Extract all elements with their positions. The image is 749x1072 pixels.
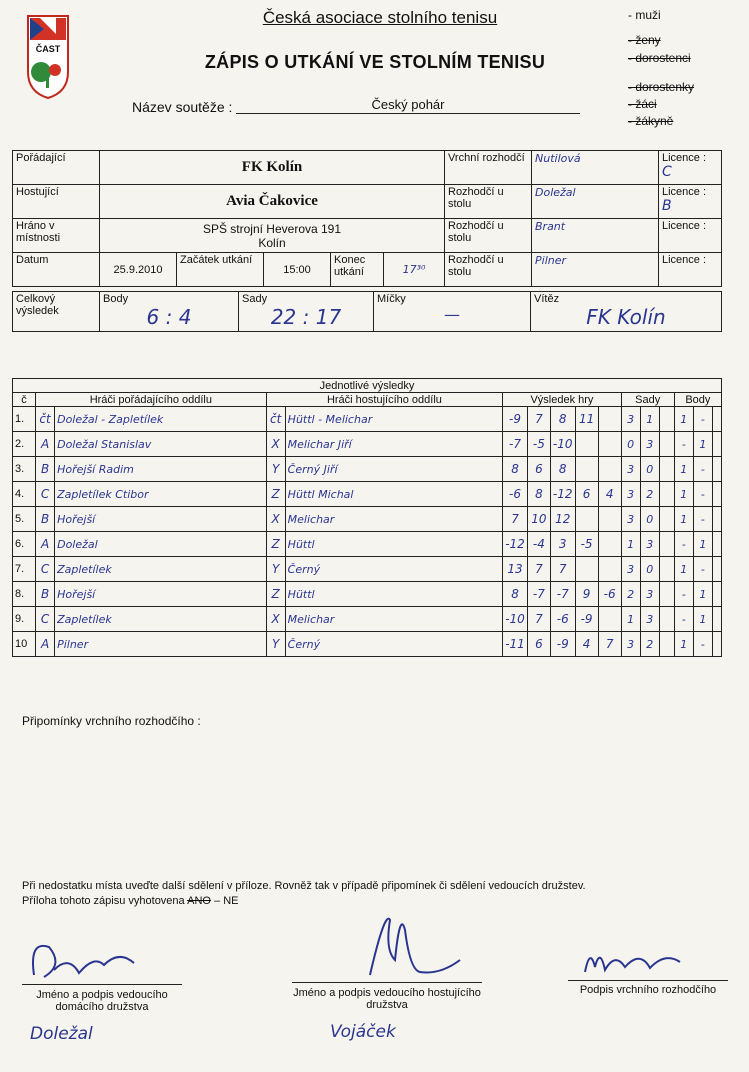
home-player-letter: C: [36, 482, 55, 507]
home-player: Hořejší Radim: [55, 457, 267, 482]
spacer-cell: [659, 482, 674, 507]
home-player-letter: B: [36, 582, 55, 607]
game-score: -6: [503, 482, 528, 507]
match-info-table: [12, 150, 722, 287]
svg-text:ČAST: ČAST: [35, 44, 61, 54]
guest-player-letter: X: [266, 607, 285, 632]
guest-player: Melichar Jiří: [285, 432, 503, 457]
home-player-letter: B: [36, 457, 55, 482]
sets-home: 3: [621, 557, 640, 582]
balls-label: Míčky: [377, 293, 406, 305]
home-player-letter: C: [36, 557, 55, 582]
place-label: Hráno v místnosti: [13, 219, 100, 253]
table-row: [13, 557, 722, 582]
license-label-3: Licence :: [659, 219, 722, 253]
guest-signature: [360, 900, 470, 980]
table-ref2-name: Brant: [532, 219, 659, 253]
sets-guest: 2: [640, 632, 659, 657]
points-home: 1: [674, 407, 693, 432]
start-label: Začátek utkání: [177, 253, 264, 287]
home-player: Hořejší: [55, 582, 267, 607]
match-number: 5.: [13, 507, 36, 532]
sets-guest: 3: [640, 582, 659, 607]
game-score: -7: [503, 432, 528, 457]
winner-label: Vítěz: [534, 293, 560, 305]
game-score: -9: [575, 607, 598, 632]
sets-guest: 0: [640, 457, 659, 482]
sets-home: 2: [621, 582, 640, 607]
guest-player: Hüttl: [285, 582, 503, 607]
date-label: Datum: [13, 253, 100, 287]
host-label: Hostující: [13, 185, 100, 219]
spacer-cell: [712, 457, 721, 482]
spacer-cell: [712, 482, 721, 507]
points-home: 1: [674, 507, 693, 532]
points-guest: 1: [693, 607, 712, 632]
spacer-cell: [659, 582, 674, 607]
spacer-cell: [659, 607, 674, 632]
home-leader-name: Doležal: [30, 1024, 93, 1044]
home-player-letter: A: [36, 432, 55, 457]
table-ref2-label: Rozhodčí u stolu: [445, 219, 532, 253]
game-score: 4: [598, 482, 621, 507]
home-player: Zapletílek: [55, 607, 267, 632]
game-score: 7: [550, 557, 575, 582]
points-guest: 1: [693, 582, 712, 607]
col-games: Výsledek hry: [503, 393, 621, 407]
game-score: 7: [503, 507, 528, 532]
game-score: 11: [575, 407, 598, 432]
game-score: -10: [503, 607, 528, 632]
sets-guest: 0: [640, 507, 659, 532]
referee-name: Nutilová: [532, 151, 659, 185]
association-name: Česká asociace stolního tenisu: [262, 8, 498, 27]
sets-home: 3: [621, 457, 640, 482]
sets-home: 3: [621, 632, 640, 657]
guest-signature-label: Jméno a podpis vedoucího hostujícího družstva: [293, 987, 481, 1011]
remarks-label: Připomínky vrchního rozhodčího :: [22, 714, 201, 728]
sets-home: 1: [621, 532, 640, 557]
guest-player: Hüttl: [285, 532, 503, 557]
home-player: Doležal: [55, 532, 267, 557]
sets-home: 0: [621, 432, 640, 457]
home-player: Doležal - Zapletílek: [55, 407, 267, 432]
end-time: 17³⁰: [384, 253, 445, 287]
guest-player-letter: Z: [266, 482, 285, 507]
match-number: 9.: [13, 607, 36, 632]
table-row: [13, 607, 722, 632]
guest-player-letter: čt: [266, 407, 285, 432]
game-score: 3: [550, 532, 575, 557]
guest-player-letter: Z: [266, 582, 285, 607]
game-score: -12: [550, 482, 575, 507]
home-player-letter: A: [36, 532, 55, 557]
match-number: 3.: [13, 457, 36, 482]
guest-player-letter: Y: [266, 632, 285, 657]
home-player-letter: čt: [36, 407, 55, 432]
match-number: 1.: [13, 407, 36, 432]
game-score: -9: [503, 407, 528, 432]
guest-player: Melichar: [285, 507, 503, 532]
totals-table: [12, 291, 722, 332]
game-score: 7: [527, 607, 550, 632]
spacer-cell: [712, 632, 721, 657]
spacer-cell: [712, 582, 721, 607]
game-score: 10: [527, 507, 550, 532]
match-number: 7.: [13, 557, 36, 582]
start-time: 15:00: [264, 253, 331, 287]
sets-guest: 3: [640, 532, 659, 557]
page-title: ZÁPIS O UTKÁNÍ VE STOLNÍM TENISU: [204, 52, 546, 72]
game-score: 13: [503, 557, 528, 582]
spacer-cell: [659, 457, 674, 482]
col-points: Body: [674, 393, 721, 407]
home-player: Zapletílek Ctibor: [55, 482, 267, 507]
points-guest: -: [693, 557, 712, 582]
sets-label: Sady: [242, 293, 268, 305]
game-score: 7: [527, 557, 550, 582]
spacer-cell: [659, 432, 674, 457]
category-junior-boys: - dorostenci: [628, 51, 691, 65]
guest-player-letter: Y: [266, 557, 285, 582]
referee-signature: [580, 942, 700, 982]
table-row: [13, 457, 722, 482]
home-player: Pilner: [55, 632, 267, 657]
end-label: Konec utkání: [331, 253, 384, 287]
table-row: [13, 407, 722, 432]
sets-guest: 2: [640, 482, 659, 507]
game-score: 6: [527, 457, 550, 482]
game-score: [598, 407, 621, 432]
game-score: 8: [550, 457, 575, 482]
organizer-name: FK Kolín: [100, 151, 445, 185]
col-sets: Sady: [621, 393, 674, 407]
category-men: - muži: [628, 8, 661, 22]
balls-value: —: [444, 305, 460, 324]
sets-guest: 1: [640, 407, 659, 432]
guest-player-letter: X: [266, 432, 285, 457]
category-pupils-girls: - žákyně: [628, 114, 674, 128]
total-label: Celkový výsledek: [13, 292, 100, 332]
col-guest: Hráči hostujícího oddílu: [266, 393, 503, 407]
guest-player: Melichar: [285, 607, 503, 632]
competition-line: [236, 113, 580, 114]
spacer-cell: [659, 532, 674, 557]
game-score: [598, 607, 621, 632]
match-number: 10: [13, 632, 36, 657]
spacer-cell: [712, 507, 721, 532]
table-row: [13, 582, 722, 607]
guest-player: Černý: [285, 632, 503, 657]
game-score: 4: [575, 632, 598, 657]
game-score: -12: [503, 532, 528, 557]
game-score: 9: [575, 582, 598, 607]
points-home: 1: [674, 457, 693, 482]
game-score: -4: [527, 532, 550, 557]
sets-home: 3: [621, 507, 640, 532]
referee-label: Vrchní rozhodčí: [445, 151, 532, 185]
home-player: Doležal Stanislav: [55, 432, 267, 457]
points-home: -: [674, 432, 693, 457]
guest-player: Černý Jiří: [285, 457, 503, 482]
points-label: Body: [103, 293, 129, 305]
table-row: [13, 632, 722, 657]
table-ref1-license: B: [662, 198, 672, 214]
license-label: Licence :: [662, 152, 707, 164]
game-score: 6: [575, 482, 598, 507]
match-number: 4.: [13, 482, 36, 507]
license-label-2: Licence :: [662, 186, 707, 198]
table-ref1-label: Rozhodčí u stolu: [445, 185, 532, 219]
table-ref1-name: Doležal: [532, 185, 659, 219]
footer-note-1: Při nedostatku místa uveďte další sdělení v příloze. Rovněž tak v případě připomínek či sdělení vedoucích družstev.: [22, 880, 586, 892]
competition-label: Název soutěže :: [132, 99, 233, 115]
spacer-cell: [712, 532, 721, 557]
match-number: 2.: [13, 432, 36, 457]
results-table: [12, 378, 722, 657]
game-score: [575, 507, 598, 532]
points-value: 6 : 4: [146, 305, 192, 329]
sets-guest: 3: [640, 432, 659, 457]
sets-value: 22 : 17: [270, 305, 342, 329]
col-no: č: [13, 393, 36, 407]
spacer-cell: [659, 632, 674, 657]
home-player-letter: A: [36, 632, 55, 657]
game-score: [598, 507, 621, 532]
referee-signature-label: Podpis vrchního rozhodčího: [579, 984, 717, 996]
guest-player: Hüttl Michal: [285, 482, 503, 507]
attachment-label: Příloha tohoto zápisu vyhotovena: [22, 895, 185, 907]
game-score: [575, 557, 598, 582]
sets-home: 1: [621, 607, 640, 632]
table-ref3-name: Pilner: [532, 253, 659, 287]
table-ref3-label: Rozhodčí u stolu: [445, 253, 532, 287]
points-guest: -: [693, 407, 712, 432]
footer-note-2: [22, 895, 239, 907]
spacer-cell: [712, 407, 721, 432]
place-line2: Kolín: [258, 235, 286, 250]
home-signature: [24, 935, 174, 985]
home-signature-label: Jméno a podpis vedoucího domácího družstva: [36, 989, 168, 1013]
game-score: 6: [527, 632, 550, 657]
spacer-cell: [712, 557, 721, 582]
col-home: Hráči pořádajícího oddílu: [36, 393, 267, 407]
game-score: [598, 432, 621, 457]
game-score: 7: [527, 407, 550, 432]
game-score: [575, 457, 598, 482]
guest-player-letter: Z: [266, 532, 285, 557]
match-date: 25.9.2010: [100, 253, 177, 287]
license-label-4: Licence :: [659, 253, 722, 287]
points-home: -: [674, 607, 693, 632]
points-home: -: [674, 582, 693, 607]
spacer-cell: [659, 507, 674, 532]
table-row: [13, 507, 722, 532]
sets-guest: 3: [640, 607, 659, 632]
points-guest: -: [693, 482, 712, 507]
sets-home: 3: [621, 407, 640, 432]
referee-signature-line: [568, 980, 728, 981]
points-guest: 1: [693, 532, 712, 557]
competition-value: Český pohár: [371, 97, 445, 112]
match-number: 8.: [13, 582, 36, 607]
table-row: [13, 482, 722, 507]
points-home: 1: [674, 632, 693, 657]
game-score: 8: [527, 482, 550, 507]
category-junior-girls: - dorostenky: [628, 80, 695, 94]
points-home: 1: [674, 557, 693, 582]
game-score: -5: [527, 432, 550, 457]
cast-logo: [26, 14, 70, 100]
game-score: -9: [550, 632, 575, 657]
spacer-cell: [712, 607, 721, 632]
guest-leader-name: Vojáček: [330, 1022, 396, 1042]
game-score: -6: [550, 607, 575, 632]
game-score: 8: [503, 457, 528, 482]
game-score: -10: [550, 432, 575, 457]
home-player: Zapletílek: [55, 557, 267, 582]
spacer-cell: [712, 432, 721, 457]
host-name: Avia Čakovice: [100, 185, 445, 219]
table-row: [13, 432, 722, 457]
home-player: Hořejší: [55, 507, 267, 532]
game-score: 8: [550, 407, 575, 432]
game-score: 8: [503, 582, 528, 607]
game-score: [575, 432, 598, 457]
place-line1: SPŠ strojní Heverova 191: [202, 221, 342, 236]
game-score: -5: [575, 532, 598, 557]
table-row: [13, 532, 722, 557]
game-score: 7: [598, 632, 621, 657]
points-guest: -: [693, 632, 712, 657]
category-pupils-boys: - žáci: [628, 97, 657, 111]
points-guest: 1: [693, 432, 712, 457]
game-score: [598, 457, 621, 482]
points-guest: -: [693, 457, 712, 482]
category-women: - ženy: [628, 33, 661, 47]
game-score: -6: [598, 582, 621, 607]
guest-player-letter: X: [266, 507, 285, 532]
spacer-cell: [659, 557, 674, 582]
guest-signature-line: [292, 982, 482, 983]
sets-guest: 0: [640, 557, 659, 582]
attachment-no: – NE: [214, 895, 239, 907]
game-score: [598, 532, 621, 557]
home-signature-line: [22, 984, 182, 985]
sets-home: 3: [621, 482, 640, 507]
spacer-cell: [659, 407, 674, 432]
referee-license: C: [662, 164, 672, 180]
winner-value: FK Kolín: [586, 305, 666, 329]
attachment-yes: ANO: [187, 895, 211, 907]
results-title: Jednotlivé výsledky: [13, 379, 722, 393]
home-player-letter: C: [36, 607, 55, 632]
guest-player: Černý: [285, 557, 503, 582]
guest-player: Hüttl - Melichar: [285, 407, 503, 432]
match-number: 6.: [13, 532, 36, 557]
game-score: [598, 557, 621, 582]
points-home: -: [674, 532, 693, 557]
game-score: -11: [503, 632, 528, 657]
game-score: -7: [527, 582, 550, 607]
points-home: 1: [674, 482, 693, 507]
game-score: -7: [550, 582, 575, 607]
home-player-letter: B: [36, 507, 55, 532]
organizer-label: Pořádající: [13, 151, 100, 185]
guest-player-letter: Y: [266, 457, 285, 482]
game-score: 12: [550, 507, 575, 532]
points-guest: -: [693, 507, 712, 532]
